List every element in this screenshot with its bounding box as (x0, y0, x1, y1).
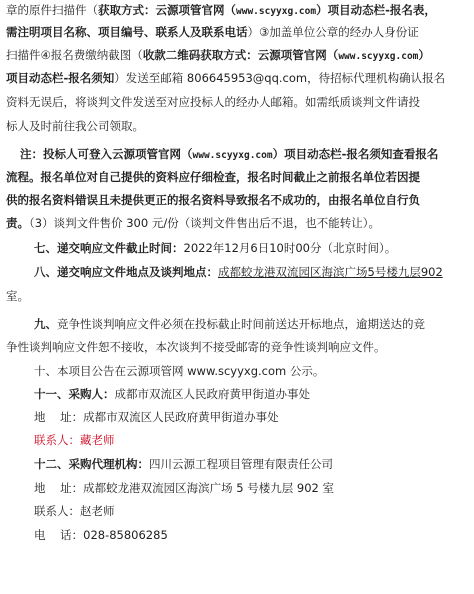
p1-line-6: 标人及时前往我公司领取。 (6, 119, 144, 133)
agency-name: 四川云源工程项目管理有限责任公司 (149, 457, 333, 471)
text: 章的原件扫描件（ (6, 3, 98, 17)
contact-value: 赵老师 (80, 504, 115, 518)
address-label: 地 址： (34, 481, 84, 495)
contact-label: 联系人： (34, 504, 80, 518)
section-12-contact (34, 503, 115, 519)
website-text: www.scyyxg.com (192, 150, 273, 161)
note-line-2: 流程。报名单位对自己提供的资料应仔细检查，报名时间截止之前报名单位若因提 (6, 170, 420, 184)
section-9-text: 竞争性谈判响应文件必须在投标截止时间前送达开标地点，逾期送达的竞 (57, 317, 425, 331)
phone-value: 028-85806285 (83, 528, 168, 542)
text-bold: 需注明项目名称、项目编号、联系人及联系电话 (6, 25, 248, 39)
contact-value: 藏老师 (80, 433, 115, 447)
p1-line-3 (6, 47, 430, 65)
p1-line-2 (6, 24, 419, 40)
section-8 (34, 264, 443, 280)
section-12-address (34, 480, 334, 496)
section-8-line-2: 室。 (6, 289, 29, 303)
website-text: www.scyyxg.com (236, 6, 317, 17)
text-bold: 获取方式：云源项管官网（ (98, 3, 236, 17)
contact-label: 联系人： (34, 433, 80, 447)
section-9 (34, 316, 425, 332)
section-8-value: 成都蛟龙港双流园区海滨广场5号楼九层902 (218, 265, 443, 279)
p1-line-1 (6, 2, 436, 20)
text: ）③加盖单位公章的经办人身份证 (247, 25, 419, 39)
section-11-label: 十一、采购人： (34, 387, 115, 401)
section-7-label: 七、递交响应文件截止时间： (34, 241, 184, 255)
purchaser-name: 成都市双流区人民政府黄甲街道办事处 (114, 387, 310, 401)
p1-line-4 (6, 70, 445, 86)
text-bold: 收款二维码获取方式：云源项管官网（ (142, 48, 339, 62)
section-9-line-2: 争性谈判响应文件恕不接收，本次谈判不接受邮寄的竞争性谈判响应文件。 (6, 340, 386, 354)
section-11-address (34, 409, 279, 425)
text-bold: 项目动态栏-报名须知 (6, 71, 115, 85)
text-bold: ）项目动态栏-报名须知查看报名 (272, 147, 439, 161)
text-bold: 注：投标人可登入云源项管官网（ (20, 147, 193, 161)
text-bold: ） (418, 48, 430, 62)
section-12-phone (34, 527, 168, 543)
note-line-1 (20, 146, 438, 164)
section-12-label: 十二、采购代理机构： (34, 457, 149, 471)
p1-line-5: 资料无误后，将谈判文件发送至对应投标人的经办人邮箱。如需纸质谈判文件请投 (6, 95, 420, 109)
text-bold: 责。 (6, 216, 29, 230)
section-7-value: 2022年12月6日10时00分（北京时间）。 (183, 241, 397, 255)
section-9-label: 九、 (34, 317, 57, 331)
section-11 (34, 386, 310, 402)
section-12 (34, 456, 333, 472)
text: 扫描件④报名费缴纳截图（ (6, 48, 143, 62)
text-bold: ）项目动态栏-报名表， (316, 3, 436, 17)
address-label: 地 址： (34, 410, 84, 424)
section-10: 十、本项目公告在云源项管网 www.scyyxg.com 公示。 (34, 364, 325, 378)
section-7 (34, 240, 396, 256)
text: ）发送至邮箱 806645953@qq.com，待招标代理机构确认报名 (114, 71, 446, 85)
section-8-label: 八、递交响应文件地点及谈判地点： (34, 265, 218, 279)
text: （3）谈判文件售价 300 元/份（谈判文件售出后不退，也不能转让）。 (29, 216, 380, 230)
note-line-3: 供的报名资料错误且未提供更正的报名资料导致报名不成功的，由报名单位自行负 (6, 193, 420, 207)
phone-label: 电 话： (34, 528, 84, 542)
website-text: www.scyyxg.com (338, 51, 419, 62)
note-line-4 (6, 215, 380, 231)
address-value: 成都市双流区人民政府黄甲街道办事处 (83, 410, 279, 424)
section-11-contact (34, 432, 115, 448)
address-value: 成都蛟龙港双流园区海滨广场 5 号楼九层 902 室 (83, 481, 335, 495)
